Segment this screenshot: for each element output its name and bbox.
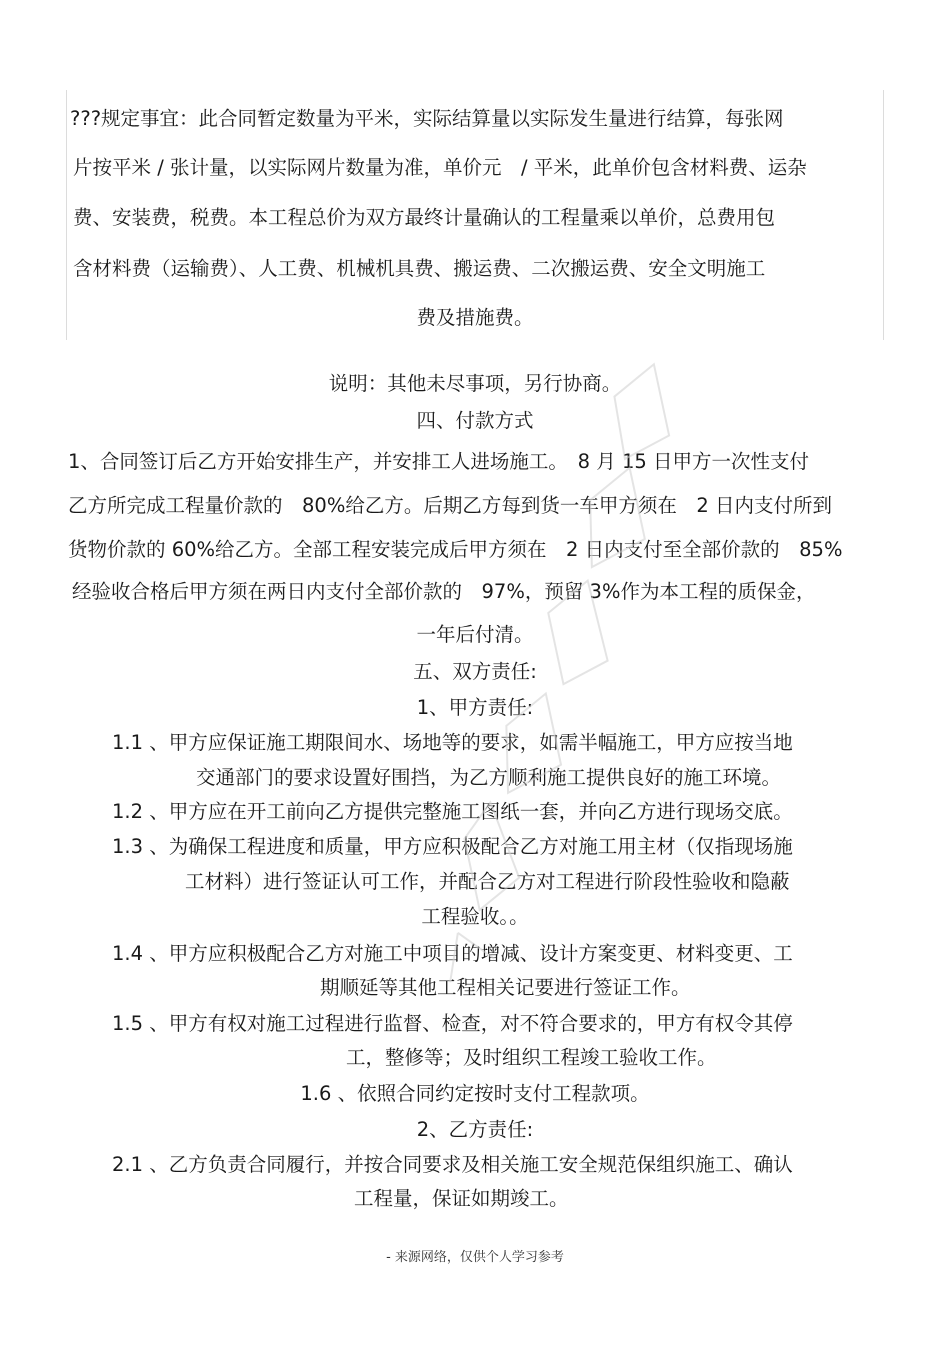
section-4-title: 四、付款方式	[416, 409, 534, 432]
party-a-line-10: 工，整修等；及时组织工程竣工验收工作。	[346, 1046, 717, 1069]
party-b-line-2: 工程量，保证如期竣工。	[354, 1187, 569, 1210]
party-a-line-5: 工材料）进行签证认可工作，并配合乙方对工程进行阶段性验收和隐蔽	[185, 870, 790, 893]
party-a-line-3: 1.2 、甲方应在开工前向乙方提供完整施工图纸一套，并向乙方进行现场交底。	[112, 800, 793, 823]
page-footer: - 来源网络，仅供个人学习参考	[386, 1250, 564, 1265]
payment-line-3: 货物价款的 60%给乙方。全部工程安装完成后甲方须在 2 日内支付至全部价款的 85%	[68, 538, 843, 561]
party-a-line-11: 1.6 、依照合同约定按时支付工程款项。	[300, 1082, 650, 1105]
party-b-line-1: 2.1 、乙方负责合同履行，并按合同要求及相关施工安全规范保组织施工、确认	[112, 1153, 793, 1176]
party-a-line-2: 交通部门的要求设置好围挡，为乙方顺利施工提供良好的施工环境。	[196, 766, 782, 789]
box-line-5: 费及措施费。	[416, 306, 534, 329]
payment-line-5: 一年后付清。	[416, 623, 534, 646]
section-5-title: 五、双方责任:	[413, 660, 537, 683]
box-line-1: ???规定事宜：此合同暂定数量为平米，实际结算量以实际发生量进行结算，每张网	[70, 107, 784, 130]
party-b-title: 2、乙方责任:	[416, 1118, 534, 1141]
payment-line-4: 经验收合格后甲方须在两日内支付全部价款的 97%，预留 3%作为本工程的质保金，	[72, 580, 816, 603]
party-a-line-8: 期顺延等其他工程相关记要进行签证工作。	[320, 976, 691, 999]
box-line-3: 费、安装费，税费。本工程总价为双方最终计量确认的工程量乘以单价，总费用包	[73, 206, 776, 229]
party-a-line-1: 1.1 、甲方应保证施工期限间水、场地等的要求，如需半幅施工，甲方应按当地	[112, 731, 793, 754]
party-a-line-9: 1.5 、甲方有权对施工过程进行监督、检查，对不符合要求的，甲方有权令其停	[112, 1012, 793, 1035]
box-line-4: 含材料费（运输费）、人工费、机械机具费、搬运费、二次搬运费、安全文明施工	[73, 257, 766, 280]
party-a-line-7: 1.4 、甲方应积极配合乙方对施工中项目的增减、设计方案变更、材料变更、工	[112, 942, 793, 965]
party-a-line-4: 1.3 、为确保工程进度和质量，甲方应积极配合乙方对施工用主材（仅指现场施	[112, 835, 793, 858]
party-a-title: 1、甲方责任:	[416, 696, 534, 719]
note-line: 说明：其他未尽事项，另行协商。	[328, 372, 622, 395]
party-a-line-6: 工程验收。。	[421, 905, 529, 928]
payment-line-2: 乙方所完成工程量价款的 80%给乙方。后期乙方每到货一车甲方须在 2 日内支付所到	[68, 494, 832, 517]
box-line-2: 片按平米 / 张计量，以实际网片数量为准，单价元 / 平米，此单价包含材料费、运杂	[73, 156, 807, 179]
payment-line-1: 1、合同签订后乙方开始安排生产，并安排工人进场施工。 8 月 15 日甲方一次性支付	[68, 450, 809, 473]
